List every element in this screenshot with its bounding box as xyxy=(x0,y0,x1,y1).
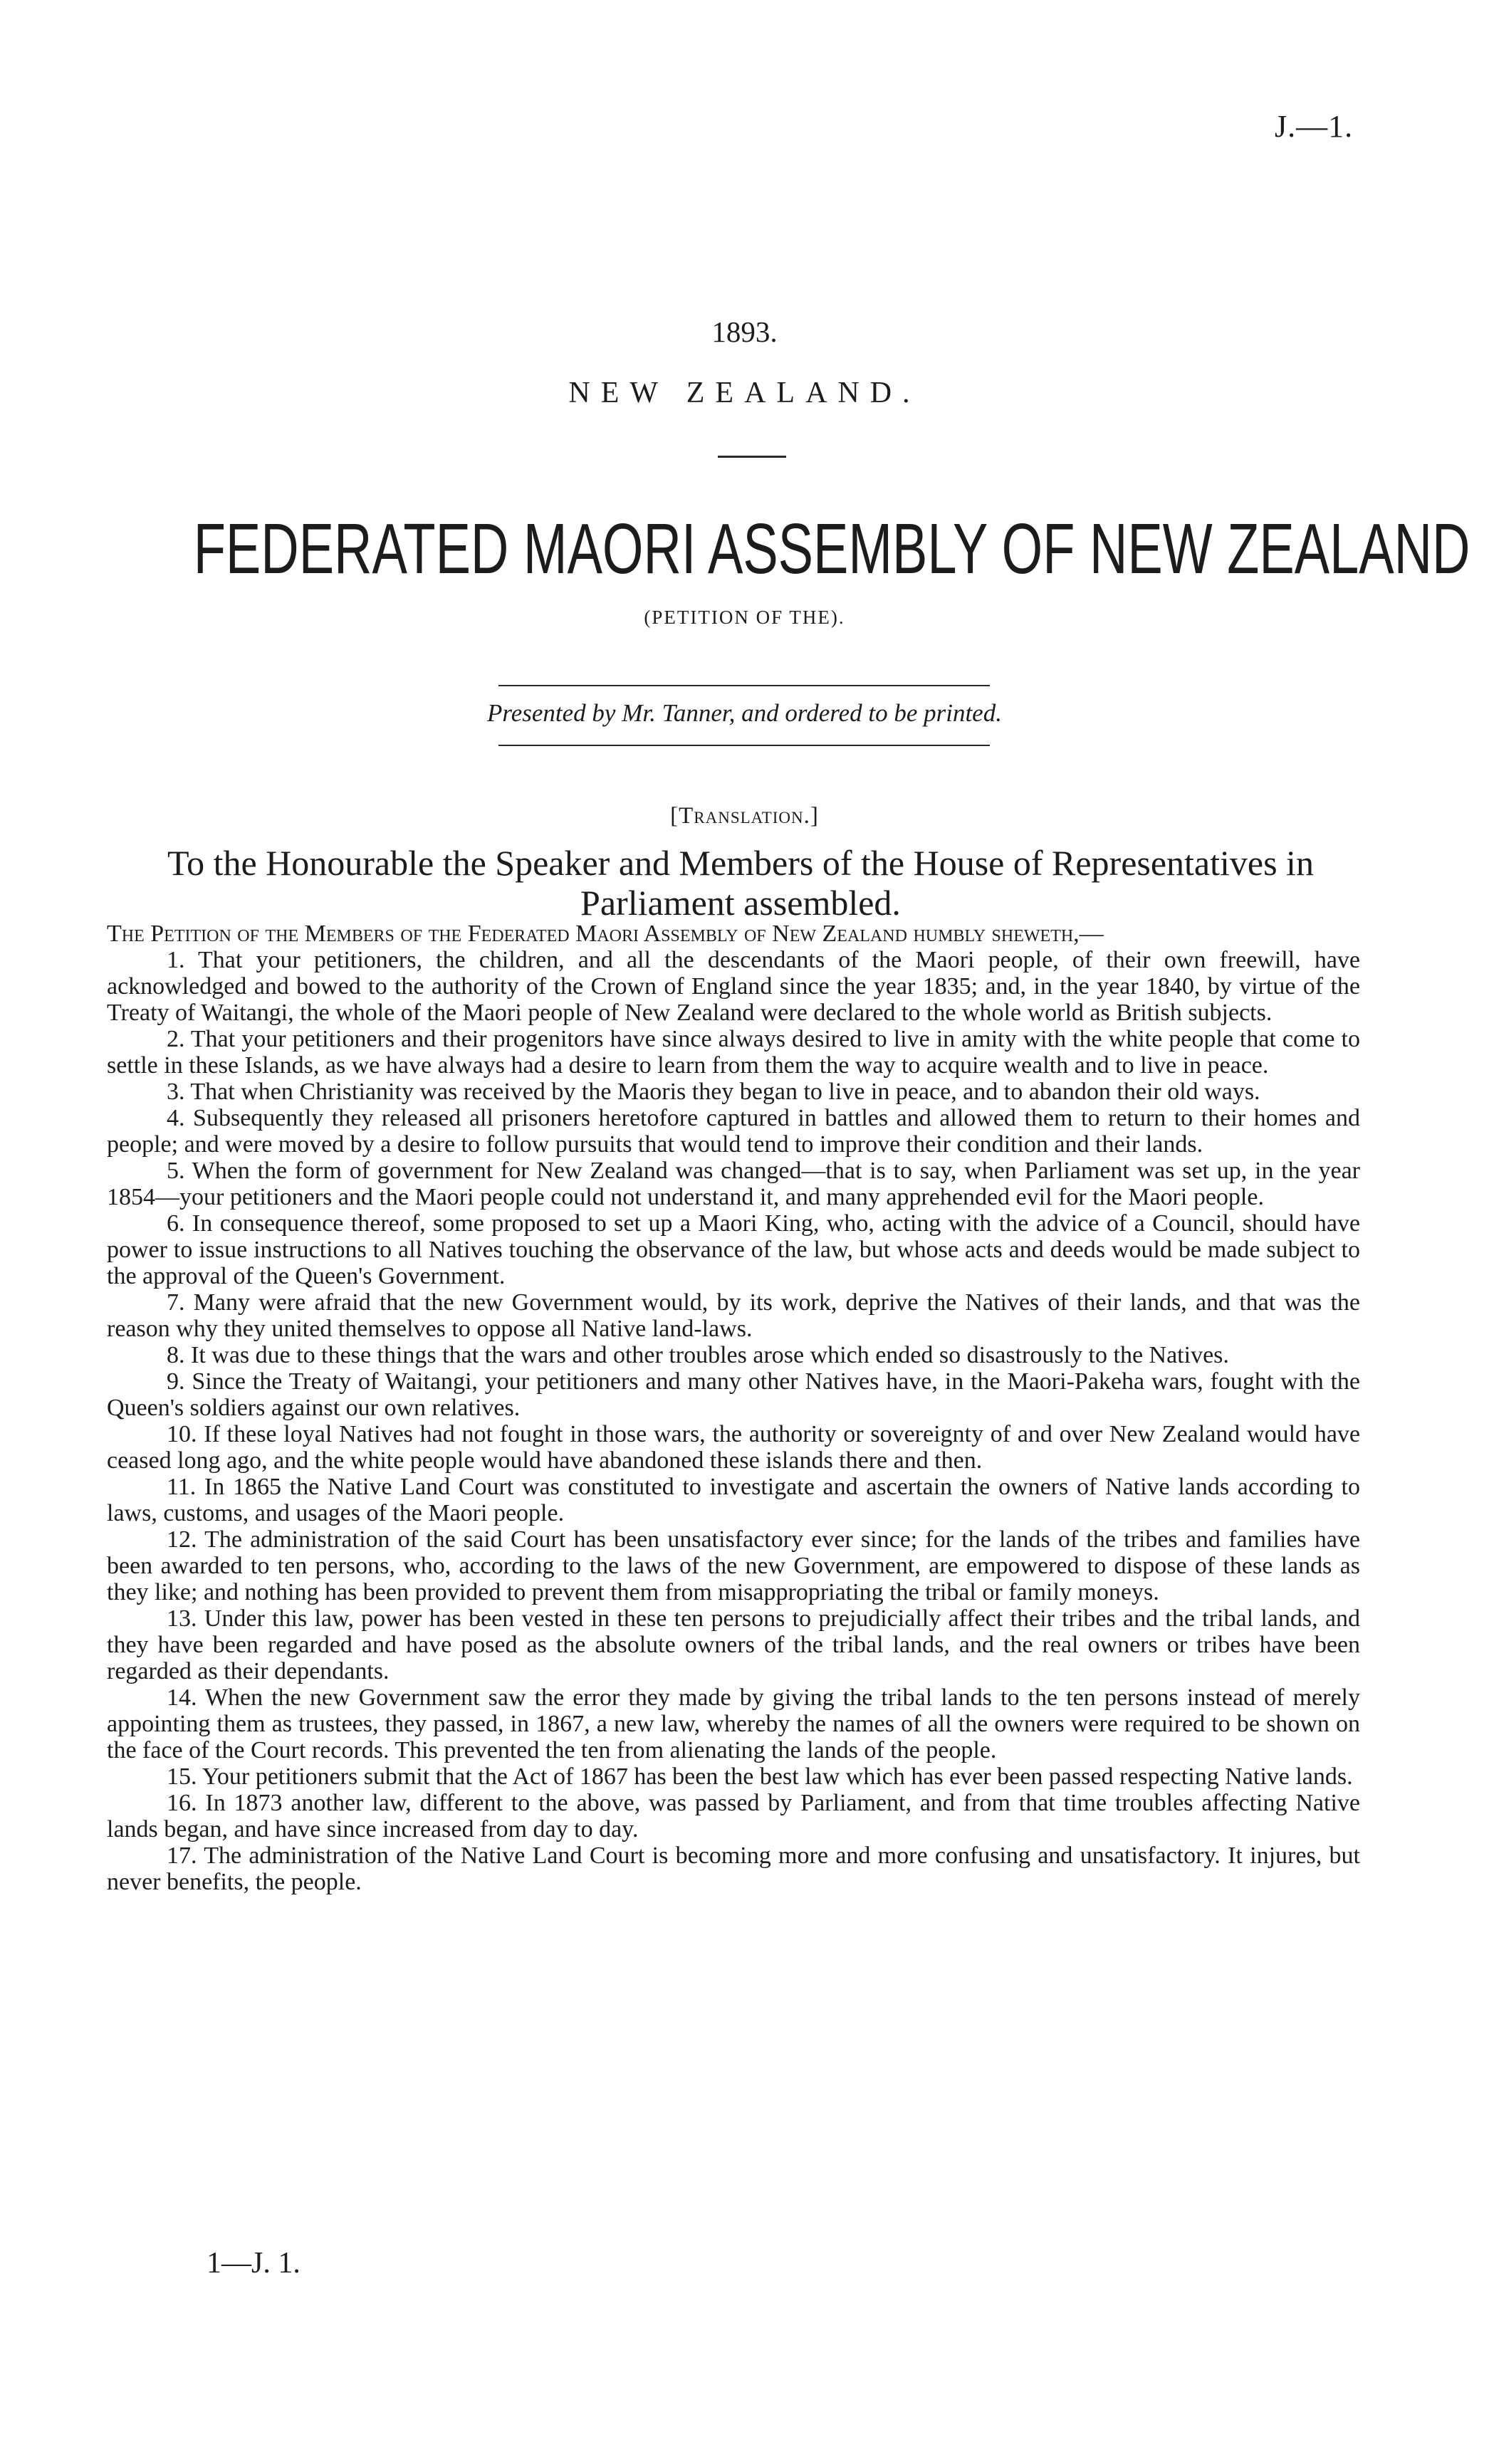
document-title: FEDERATED MAORI ASSEMBLY OF NEW ZEALAND xyxy=(193,509,1470,589)
petition-paragraph: 14. When the new Government saw the error they made by giving the tribal lands to the ten persons instead of merely appointing them as trustees, they passed, in 1867, a new law, whereby the names of all the owners were required to be shown on the face of the Court records. This prevented the ten from alienating the lands of the people. xyxy=(107,1684,1360,1763)
petition-intro: The Petition of the Members of the Federated Maori Assembly of New Zealand humbly sheweth,— xyxy=(107,921,1104,947)
petition-paragraph: 3. That when Christianity was received by the Maoris they began to live in peace, and to abandon their old ways. xyxy=(167,1079,1260,1105)
petition-paragraph: 5. When the form of government for New Zealand was changed—that is to say, when Parliament was set up, in the year 1854—your petitioners and the Maori people could not understand it, and many apprehended evil for the Maori people. xyxy=(107,1158,1360,1210)
petition-paragraph: 6. In consequence thereof, some proposed to set up a Maori King, who, acting with the advice of a Council, should have power to issue instructions to all Natives touching the observance of the law, but whose acts and deeds would be made subject to the approval of the Queen's Government. xyxy=(107,1210,1360,1289)
petition-paragraph: 4. Subsequently they released all prisoners heretofore captured in battles and allowed them to return to their homes and people; and were moved by a desire to follow pursuits that would tend to improve their condition and their lands. xyxy=(107,1105,1360,1158)
document-country: NEW ZEALAND. xyxy=(568,377,921,409)
petition-paragraph: 16. In 1873 another law, different to the above, was passed by Parliament, and from that time troubles affecting Native lands began, and have since increased from day to day. xyxy=(107,1790,1360,1842)
page-reference: J.—1. xyxy=(1275,109,1354,144)
petition-body xyxy=(107,921,1360,1895)
translation-label: [Translation.] xyxy=(670,803,819,829)
petition-paragraph: 13. Under this law, power has been vested in these ten persons to prejudicially affect their tribes and the tribal lands, and they have been regarded and have posed as the absolute owners of the tribal lands, and the real owners or tribes have been regarded as their dependants. xyxy=(107,1605,1360,1684)
presented-divider-bottom xyxy=(498,745,990,746)
title-divider xyxy=(718,456,786,458)
petition-paragraph: 10. If these loyal Natives had not fought in those wars, the authority or sovereignty of and over New Zealand would have ceased long ago, and the white people would have abandoned these islands there and then. xyxy=(107,1421,1360,1474)
petition-paragraph: 2. That your petitioners and their progenitors have since always desired to live in amity with the white people that come to settle in these Islands, as we have always had a desire to learn from them the way to acquire wealth and to live in peace. xyxy=(107,1026,1360,1079)
footer-reference: 1—J. 1. xyxy=(207,2247,301,2280)
address-heading: To the Honourable the Speaker and Members of the House of Representatives in Parliament assembled. xyxy=(167,843,1314,923)
petition-paragraph: 1. That your petitioners, the children, and all the descendants of the Maori people, of their own freewill, have acknowledged and bowed to the authority of the Crown of England since the year 1835; and, in the year 1840, by virtue of the Treaty of Waitangi, the whole of the Maori people of New Zealand were declared to the whole world as British subjects. xyxy=(107,947,1360,1026)
presented-divider-top xyxy=(498,685,990,686)
petition-paragraph: 7. Many were afraid that the new Government would, by its work, deprive the Natives of their lands, and that was the reason why they united themselves to oppose all Native land-laws. xyxy=(107,1289,1360,1342)
petition-paragraph: 9. Since the Treaty of Waitangi, your petitioners and many other Natives have, in the Maori-Pakeha wars, fought with the Queen's soldiers against our own relatives. xyxy=(107,1368,1360,1421)
petition-paragraph: 17. The administration of the Native Land Court is becoming more and more confusing and unsatisfactory. It injures, but never benefits, the people. xyxy=(107,1842,1360,1895)
document-year: 1893. xyxy=(711,315,778,348)
petition-paragraph: 11. In 1865 the Native Land Court was constituted to investigate and ascertain the owners of Native lands according to laws, customs, and usages of the Maori people. xyxy=(107,1474,1360,1526)
petition-paragraph: 8. It was due to these things that the wars and other troubles arose which ended so disastrously to the Natives. xyxy=(167,1342,1229,1368)
petition-paragraph: 12. The administration of the said Court has been unsatisfactory ever since; for the lands of the tribes and families have been awarded to ten persons, who, according to the laws of the new Government, are empowered to dispose of these lands as they like; and nothing has been provided to prevent them from misappropriating the tribal or family moneys. xyxy=(107,1526,1360,1605)
document-subtitle: (PETITION OF THE). xyxy=(644,607,845,628)
presented-note: Presented by Mr. Tanner, and ordered to be printed. xyxy=(487,699,1002,727)
petition-paragraph: 15. Your petitioners submit that the Act of 1867 has been the best law which has ever been passed respecting Native lands. xyxy=(167,1763,1353,1790)
